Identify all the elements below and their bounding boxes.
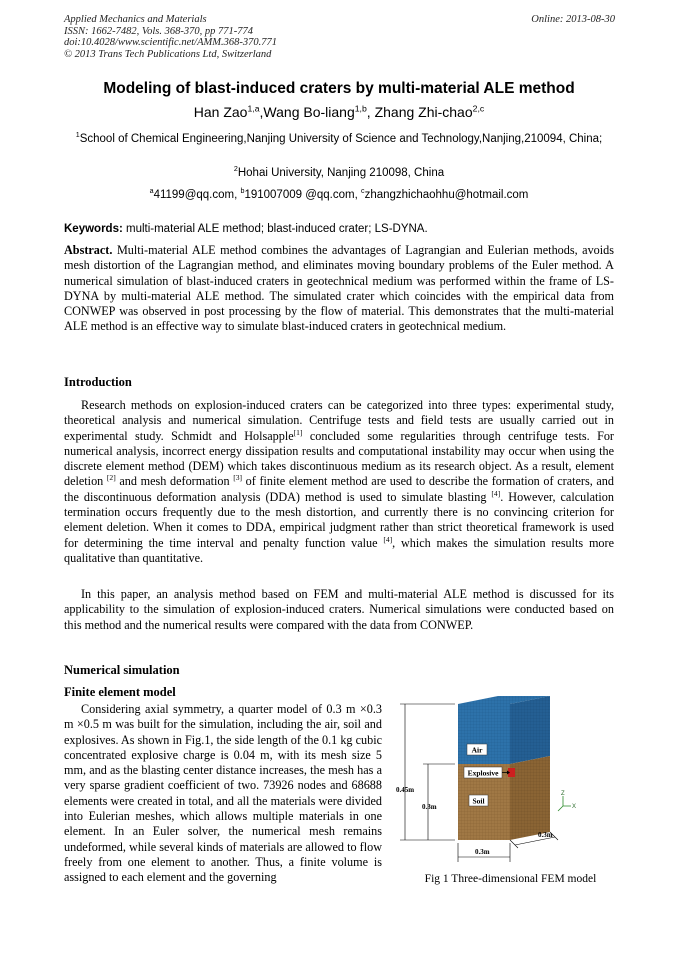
axis-x-label: X — [572, 804, 577, 810]
author-list: Han Zao$^{1,a}$,Wang Bo-liang$^{1,b}$, Zhang Zhi-chao$^{2,c}$ — [193, 103, 485, 120]
subsection-heading-fem: Finite element model — [64, 685, 176, 699]
label-air: Air — [471, 745, 483, 755]
author-sup: 1,b — [354, 103, 367, 114]
figure-caption: Fig 1 Three-dimensional FEM model — [424, 873, 597, 885]
keywords — [64, 223, 428, 235]
text-run: . However, calculation termination occurs frequently due to the mesh distortion, and currently there is no convincing criterion for element deletion. When it comes to DDA, empirical judgment rather than strict theoretical framework is used for determining the time interval and penalty function value — [64, 489, 614, 550]
author-sup: 2,c — [472, 103, 485, 114]
label-explosive: Explosive — [467, 768, 499, 778]
keywords-text: multi-material ALE method; blast-induced crater; LS-DYNA. — [122, 223, 428, 235]
aff-text: Hohai University, Nanjing 210098, China — [237, 167, 445, 179]
aff-sup: 1 — [75, 131, 80, 140]
journal-header — [64, 14, 277, 60]
author-sup: 1,a — [247, 103, 260, 114]
doi-line: doi:10.4028/www.scientific.net/AMM.368-370.771 — [64, 37, 277, 48]
axis-z-label: Z — [561, 791, 565, 797]
dim-depth: 0.3m — [538, 831, 553, 839]
dim-total-height: 0.45m — [396, 786, 415, 794]
keywords-label: Keywords: — [64, 223, 123, 235]
email-sup: c — [361, 187, 365, 196]
dim-width: 0.3m — [475, 848, 490, 856]
citation[interactable]: [4] — [383, 534, 393, 544]
intro-paragraph-2: In this paper, an analysis method based on FEM and multi-material ALE method is discussed for its applicability to the simulation of explosion-induced craters. Numerical simulations were conducted based on this method and the numerical results were compared with the data from CONWEP. — [64, 587, 614, 632]
section-heading-introduction: Introduction — [64, 375, 132, 389]
abstract-text: Multi-material ALE method combines the advantages of Lagrangian and Eulerian methods, avoids mesh distortion of the Lagrangian method, and eliminates moving boundary problems of the Euler method. A numerical simulation of blast-induced craters in geotechnical medium was performed within the frame of LS-DYNA by multi-material ALE method. The simulated crater which coincides with the empirical data from CONWEP was observed in post processing by the flow of material. This demonstrates that the multi-material ALE method is an effective way to simulate blast-induced craters in geotechnical medium. — [64, 243, 614, 334]
abstract — [64, 243, 614, 335]
citation[interactable]: [1] — [293, 427, 303, 437]
issn-line: ISSN: 1662-7482, Vols. 368-370, pp 771-774 — [64, 25, 253, 37]
aff-text: School of Chemical Engineering,Nanjing University of Science and Technology,Nanjing,210094, China; — [79, 133, 603, 145]
citation[interactable]: [2] — [106, 473, 116, 483]
author-name: Wang Bo-liang — [263, 104, 355, 120]
online-date: Online: 2013-08-30 — [531, 14, 615, 25]
text-run: Research methods on explosion-induced craters can be categorized into three types: experimental study, theoretical analysis and numerical simulation. Centrifuge tests and field tests are usually carried out in experimental study. Schmidt and Holsapple — [64, 398, 614, 443]
journal-name: Applied Mechanics and Materials — [64, 14, 207, 25]
email-link[interactable]: 41199@qq.com, — [153, 189, 241, 201]
email-sup: b — [240, 187, 245, 196]
email-line — [64, 188, 614, 203]
text-run: concluded some regularities through centrifuge tests. For numerical analysis, incorrect energy dissipation results and computational instability may occur when using the discrete element method (DEM) which takes discontinuous medium as its research object. As a result, element deletion — [64, 428, 614, 489]
section-heading-numerical-simulation: Numerical simulation — [64, 663, 180, 677]
fem-model-figure — [395, 694, 620, 864]
soil-side-face — [510, 756, 550, 840]
author-name: Zhang Zhi-chao — [374, 104, 473, 120]
email-link[interactable]: 191007009 @qq.com, — [244, 189, 361, 201]
dim-soil-height: 0.3m — [422, 803, 437, 811]
copyright-line: © 2013 Trans Tech Publications Ltd, Switzerland — [64, 48, 272, 60]
aff-sup: 2 — [233, 165, 238, 174]
axis-triad — [558, 796, 571, 811]
text-run: and mesh deformation — [115, 474, 234, 489]
affiliation-2 — [64, 166, 614, 181]
affiliation-1 — [64, 132, 614, 147]
citation[interactable]: [4] — [491, 488, 501, 498]
fem-paragraph: Considering axial symmetry, a quarter model of 0.3 m ×0.3 m ×0.5 m was built for the simulation, including the air, soil and explosives. As shown in Fig.1, the side length of the 0.1 kg cubic concentrated explosive charge is 0.04 m, with its mesh size 5 mm, and as the blasting center distance increases, the mesh has a very sparse gradient coefficient of two. 73926 nodes and 68688 elements were created in total, and all the materials were divided into Eulerian meshes, which allows multiple materials in one element. In an Euler solver, the numerical mesh remains undeformed, while several kinds of materials are allowed to flow freely from one element to another. Thus, a finite volume is assigned to each element and the governing — [64, 702, 382, 885]
text-run: , which makes the simulation results more qualitative than quantitative. — [64, 535, 614, 565]
citation[interactable]: [3] — [233, 473, 243, 483]
email-link[interactable]: zhangzhichaohhu@hotmail.com — [364, 189, 529, 201]
air-side-face — [510, 696, 550, 764]
label-soil: Soil — [472, 796, 485, 806]
intro-paragraph-1 — [64, 398, 614, 566]
author-name: Han Zao — [193, 104, 248, 120]
abstract-label: Abstract. — [64, 243, 113, 257]
text-run: of finite element method are used to describe the formation of craters, and the discontinuous deformation analysis (DDA) method is used to simulate blasting — [64, 474, 614, 504]
email-sup: a — [149, 187, 154, 196]
paper-title: Modeling of blast-induced craters by multi-material ALE method — [103, 80, 575, 97]
